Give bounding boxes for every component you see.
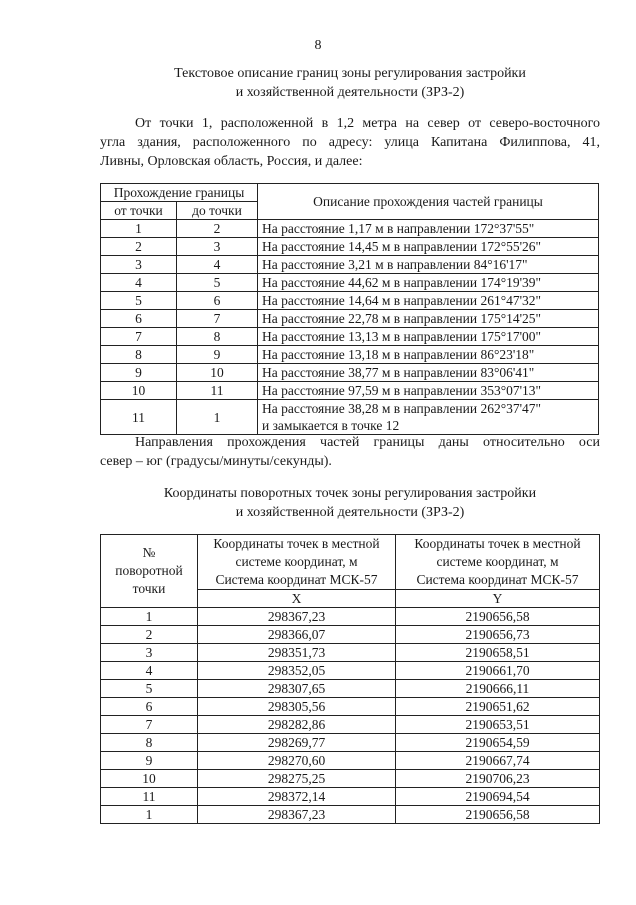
- point-number-cell: 3: [101, 644, 198, 662]
- to-point-cell: 1: [177, 400, 258, 435]
- x-coordinate-cell: 298351,73: [198, 644, 396, 662]
- x-coordinate-cell: 298305,56: [198, 698, 396, 716]
- y-coordinate-cell: 2190656,73: [396, 626, 600, 644]
- point-number-cell: 5: [101, 680, 198, 698]
- point-number-cell: 11: [101, 788, 198, 806]
- from-point-cell: 1: [101, 220, 177, 238]
- to-point-cell: 6: [177, 292, 258, 310]
- table-row: [101, 644, 600, 662]
- x-coordinate-cell: 298367,23: [198, 806, 396, 824]
- x-coordinate-cell: 298275,25: [198, 770, 396, 788]
- description-line: и замыкается в точке 12: [262, 418, 400, 433]
- point-number-cell: 1: [101, 608, 198, 626]
- description-cell: На расстояние 38,77 м в направлении 83°06'41": [258, 364, 599, 382]
- section-title-coordinates: [0, 484, 636, 522]
- table-row: [101, 608, 600, 626]
- direction-note: [100, 433, 600, 471]
- intro-line: угла здания, расположенного по адресу: улица Капитана Филиппова, 41,: [100, 135, 600, 150]
- y-coordinate-cell: 2190656,58: [396, 608, 600, 626]
- header-line: Система координат МСК-57: [416, 572, 579, 587]
- description-cell: На расстояние 13,18 м в направлении 86°23'18": [258, 346, 599, 364]
- title-line: Текстовое описание границ зоны регулирования застройки: [174, 66, 526, 81]
- table-row: [101, 238, 599, 256]
- table-row: [101, 220, 599, 238]
- description-cell: На расстояние 3,21 м в направлении 84°16'17": [258, 256, 599, 274]
- from-point-cell: 4: [101, 274, 177, 292]
- header-line: поворотной: [115, 563, 183, 578]
- y-coordinate-cell: 2190666,11: [396, 680, 600, 698]
- description-line: На расстояние 38,28 м в направлении 262°37'47": [262, 401, 542, 416]
- y-coordinate-cell: 2190656,58: [396, 806, 600, 824]
- to-point-cell: 11: [177, 382, 258, 400]
- table-row: [101, 734, 600, 752]
- table-row: [101, 400, 599, 435]
- intro-line: От точки 1, расположенной в 1,2 метра на север от северо-восточного: [135, 116, 600, 131]
- y-coordinate-cell: 2190654,59: [396, 734, 600, 752]
- table-row: [101, 716, 600, 734]
- title-line: Координаты поворотных точек зоны регулирования застройки: [163, 486, 537, 501]
- description-cell: На расстояние 97,59 м в направлении 353°07'13": [258, 382, 599, 400]
- header-line: системе координат, м: [235, 554, 358, 569]
- header-line: №: [142, 545, 156, 560]
- point-number-cell: 8: [101, 734, 198, 752]
- y-coordinate-cell: 2190653,51: [396, 716, 600, 734]
- x-coordinate-cell: 298270,60: [198, 752, 396, 770]
- x-coordinate-cell: 298307,65: [198, 680, 396, 698]
- table-row: [101, 292, 599, 310]
- y-coordinate-cell: 2190706,23: [396, 770, 600, 788]
- table-row: [101, 274, 599, 292]
- table-row: [101, 752, 600, 770]
- to-point-cell: 3: [177, 238, 258, 256]
- x-coordinate-cell: 298282,86: [198, 716, 396, 734]
- to-point-cell: 10: [177, 364, 258, 382]
- from-point-cell: 8: [101, 346, 177, 364]
- point-number-cell: 7: [101, 716, 198, 734]
- header-boundary-passage: Прохождение границы: [101, 184, 258, 202]
- from-point-cell: 11: [101, 400, 177, 435]
- title-line: и хозяйственной деятельности (ЗРЗ-2): [235, 505, 465, 520]
- table-row: [101, 626, 600, 644]
- y-coordinate-cell: 2190694,54: [396, 788, 600, 806]
- note-line: север – юг (градусы/минуты/секунды).: [100, 454, 332, 469]
- description-cell: На расстояние 44,62 м в направлении 174°19'39": [258, 274, 599, 292]
- point-number-cell: 9: [101, 752, 198, 770]
- description-cell: На расстояние 14,45 м в направлении 172°55'26": [258, 238, 599, 256]
- point-number-cell: 1: [101, 806, 198, 824]
- description-cell: На расстояние 22,78 м в направлении 175°14'25": [258, 310, 599, 328]
- axis-y-label: Y: [396, 590, 600, 608]
- to-point-cell: 8: [177, 328, 258, 346]
- header-point-number: [101, 535, 198, 608]
- header-line: точки: [132, 581, 166, 596]
- header-line: Координаты точек в местной: [213, 536, 380, 551]
- x-coordinate-cell: 298367,23: [198, 608, 396, 626]
- y-coordinate-cell: 2190658,51: [396, 644, 600, 662]
- from-point-cell: 7: [101, 328, 177, 346]
- header-line: Система координат МСК-57: [215, 572, 378, 587]
- header-from-point: от точки: [101, 202, 177, 220]
- x-coordinate-cell: 298269,77: [198, 734, 396, 752]
- x-coordinate-cell: 298352,05: [198, 662, 396, 680]
- description-cell: На расстояние 1,17 м в направлении 172°37'55": [258, 220, 599, 238]
- description-cell: На расстояние 14,64 м в направлении 261°47'32": [258, 292, 599, 310]
- table-row: [101, 680, 600, 698]
- page-number: 8: [314, 38, 322, 53]
- title-line: и хозяйственной деятельности (ЗРЗ-2): [235, 85, 465, 100]
- from-point-cell: 9: [101, 364, 177, 382]
- point-number-cell: 10: [101, 770, 198, 788]
- table-row: [101, 698, 600, 716]
- y-coordinate-cell: 2190651,62: [396, 698, 600, 716]
- point-number-cell: 4: [101, 662, 198, 680]
- table-row: [101, 328, 599, 346]
- header-x-coordinates: [198, 535, 396, 590]
- from-point-cell: 6: [101, 310, 177, 328]
- header-line: Координаты точек в местной: [414, 536, 581, 551]
- to-point-cell: 5: [177, 274, 258, 292]
- x-coordinate-cell: 298366,07: [198, 626, 396, 644]
- description-cell: [258, 400, 599, 435]
- from-point-cell: 3: [101, 256, 177, 274]
- point-number-cell: 2: [101, 626, 198, 644]
- table-row: [101, 806, 600, 824]
- from-point-cell: 5: [101, 292, 177, 310]
- table-row: [101, 770, 600, 788]
- intro-line: Ливны, Орловская область, Россия, и далее:: [100, 154, 363, 169]
- axis-x-label: X: [198, 590, 396, 608]
- point-number-cell: 6: [101, 698, 198, 716]
- y-coordinate-cell: 2190667,74: [396, 752, 600, 770]
- note-line: Направления прохождения частей границы даны относительно оси: [135, 435, 600, 450]
- table-row: [101, 256, 599, 274]
- header-line: системе координат, м: [436, 554, 559, 569]
- header-to-point: до точки: [177, 202, 258, 220]
- x-coordinate-cell: 298372,14: [198, 788, 396, 806]
- section-title-boundary-description: [0, 64, 636, 102]
- table-row: [101, 346, 599, 364]
- from-point-cell: 10: [101, 382, 177, 400]
- table-row: [101, 382, 599, 400]
- header-description: Описание прохождения частей границы: [258, 184, 599, 220]
- table-row: [101, 788, 600, 806]
- to-point-cell: 4: [177, 256, 258, 274]
- description-cell: На расстояние 13,13 м в направлении 175°17'00": [258, 328, 599, 346]
- boundary-description-table: [100, 183, 599, 435]
- header-y-coordinates: [396, 535, 600, 590]
- table-row: [101, 310, 599, 328]
- intro-paragraph: [100, 114, 600, 171]
- to-point-cell: 2: [177, 220, 258, 238]
- to-point-cell: 7: [177, 310, 258, 328]
- from-point-cell: 2: [101, 238, 177, 256]
- coordinates-table: [100, 534, 600, 824]
- to-point-cell: 9: [177, 346, 258, 364]
- table-row: [101, 364, 599, 382]
- y-coordinate-cell: 2190661,70: [396, 662, 600, 680]
- table-row: [101, 662, 600, 680]
